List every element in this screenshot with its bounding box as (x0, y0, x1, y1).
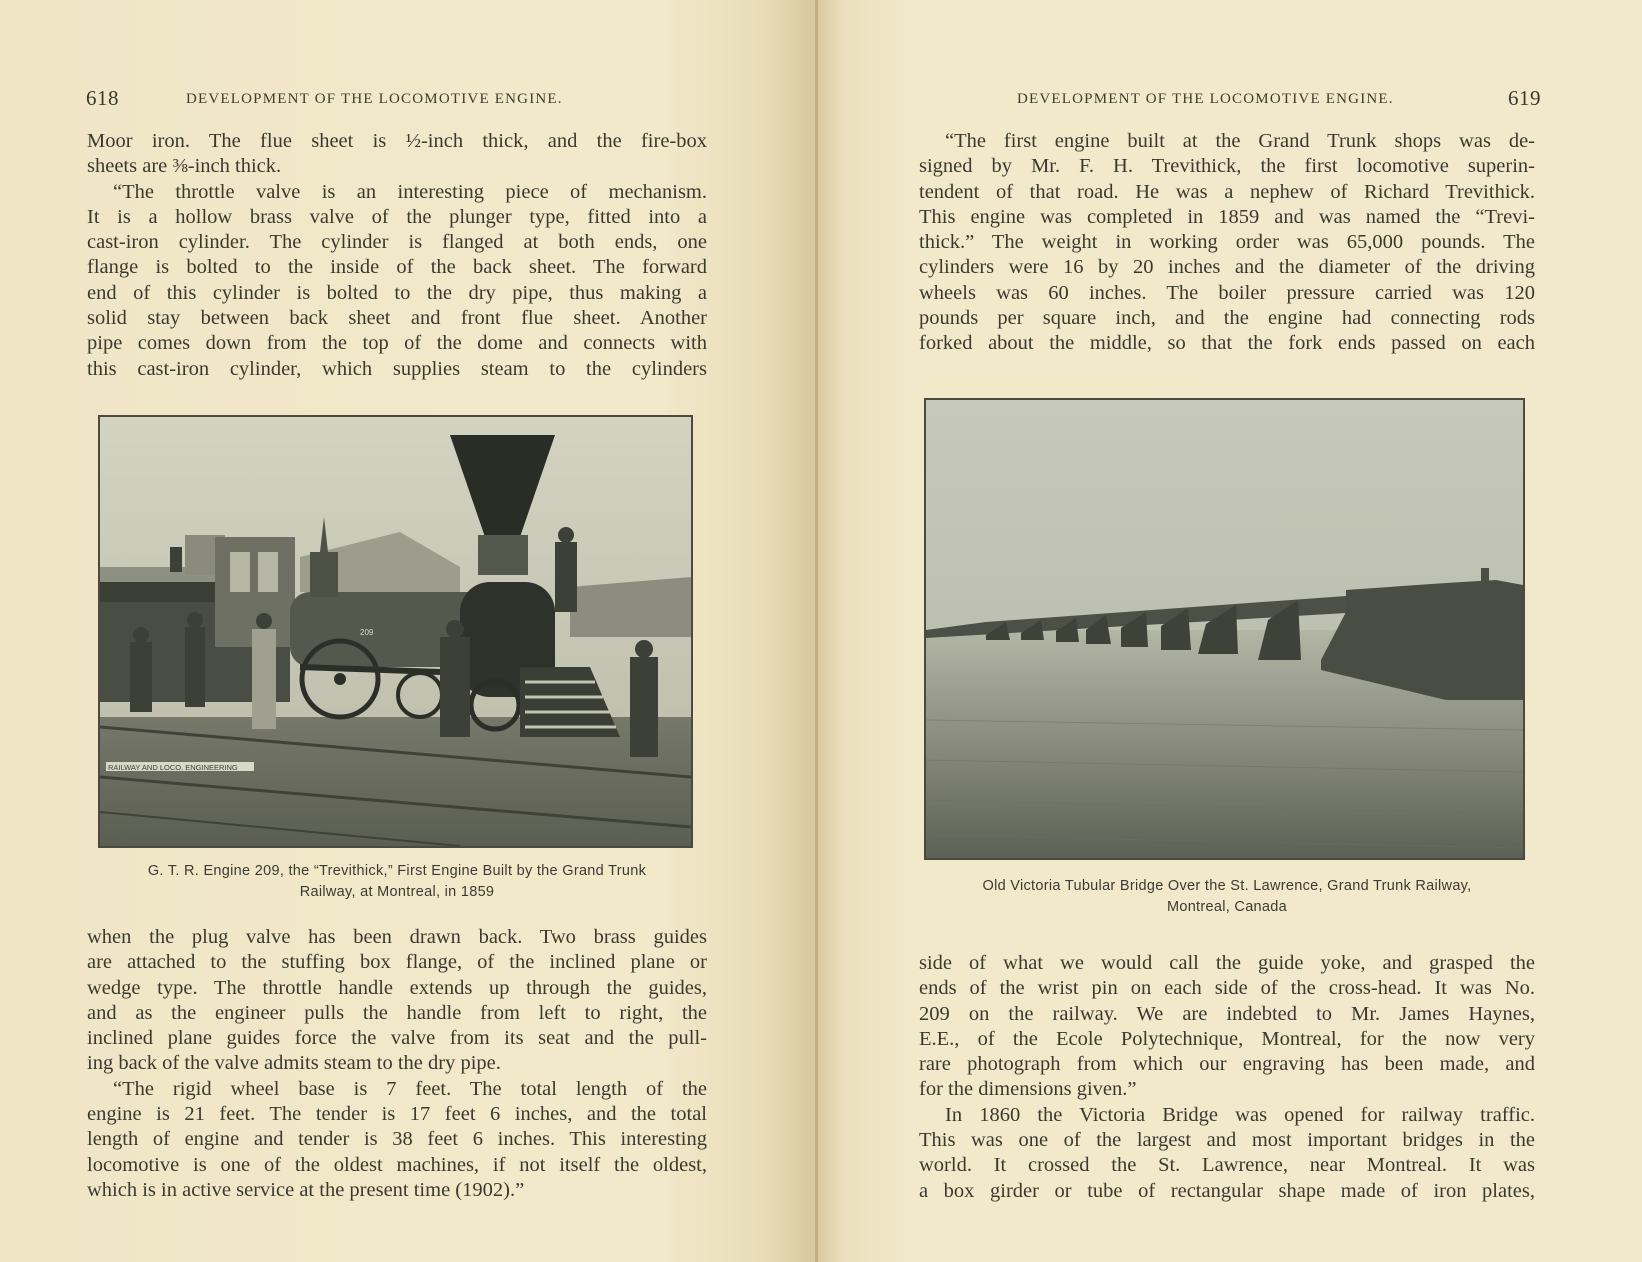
locomotive-figure (98, 415, 693, 848)
text-line: which is in active service at the present time (1902).” (87, 1178, 525, 1201)
text-line: Moor iron. The flue sheet is ½-inch thick, and the fire-box (87, 130, 707, 152)
text-line: signed by Mr. F. H. Trevithick, the first locomotive superin- (919, 155, 1535, 178)
text-line: “The first engine built at the Grand Trunk shops was de- (945, 130, 1535, 152)
text-line: pounds per square inch, and the engine had connecting rods (919, 307, 1535, 330)
text-line: tendent of that road. He was a nephew of Richard Trevithick. (919, 180, 1535, 203)
text-line: are attached to the stuffing box flange, of the inclined plane or (87, 951, 707, 974)
text-line: flange is bolted to the inside of the back sheet. The forward (87, 256, 707, 279)
text-line: sheets are ⅜-inch thick. (87, 155, 282, 178)
caption-line: G. T. R. Engine 209, the “Trevithick,” First Engine Built by the Grand Trunk (147, 863, 647, 879)
caption-line: Railway, at Montreal, in 1859 (299, 883, 495, 900)
text-line: and as the engineer pulls the handle from left to right, the (87, 1001, 707, 1024)
text-line: “The rigid wheel base is 7 feet. The total length of the (113, 1077, 707, 1100)
text-line: “The throttle valve is an interesting piece of mechanism. (113, 180, 707, 203)
text-line: wedge type. The throttle handle extends up through the guides, (87, 976, 707, 999)
text-line: inclined plane guides force the valve from its seat and the pull- (87, 1027, 707, 1050)
text-line: It is a hollow brass valve of the plunger type, fitted into a (87, 205, 707, 228)
figure-caption (87, 861, 707, 902)
credit-plate-text: RAILWAY AND LOCO. ENGINEERING (108, 763, 238, 772)
text-line: This was one of the largest and most important bridges in the (919, 1129, 1535, 1152)
caption-line: Montreal, Canada (1166, 898, 1288, 915)
text-line: solid stay between back sheet and front flue sheet. Another (87, 307, 707, 330)
text-line: rare photograph from which our engraving has been made, and (919, 1053, 1535, 1076)
text-line: In 1860 the Victoria Bridge was opened for railway traffic. (945, 1103, 1535, 1126)
text-line: thick.” The weight in working order was 65,000 pounds. The (919, 231, 1535, 254)
text-line: for the dimensions given.” (919, 1078, 1137, 1101)
figure-caption (919, 876, 1535, 917)
engine-number-plate: 209 (360, 628, 374, 637)
bridge-photograph (926, 400, 1523, 858)
body-text-top (919, 129, 1535, 357)
text-line: cylinders were 16 by 20 inches and the diameter of the driving (919, 256, 1535, 279)
text-line: 209 on the railway. We are indebted to Mr. James Haynes, (919, 1002, 1535, 1025)
text-line: forked about the middle, so that the fork ends passed on each (919, 332, 1535, 355)
text-line: end of this cylinder is bolted to the dry pipe, thus making a (87, 281, 707, 304)
text-line: E.E., of the Ecole Polytechnique, Montreal, for the now very (919, 1027, 1535, 1050)
text-line: pipe comes down from the top of the dome and connects with (87, 332, 707, 355)
text-line: a box girder or tube of rectangular shape made of iron plates, (919, 1179, 1535, 1202)
text-line: world. It crossed the St. Lawrence, near Montreal. It was (919, 1154, 1535, 1177)
running-head: DEVELOPMENT OF THE LOCOMOTIVE ENGINE. (1017, 91, 1394, 107)
running-head: DEVELOPMENT OF THE LOCOMOTIVE ENGINE. (186, 91, 563, 107)
body-text-bottom (87, 925, 707, 1203)
text-line: engine is 21 feet. The tender is 17 feet 6 inches, and the total (87, 1103, 707, 1126)
locomotive-photograph (100, 417, 691, 846)
text-line: length of engine and tender is 38 feet 6 inches. This interesting (87, 1128, 707, 1151)
body-text-top (87, 129, 707, 382)
right-page (818, 0, 1642, 1262)
text-line: cast-iron cylinder. The cylinder is flanged at both ends, one (87, 231, 707, 254)
text-line: ends of the wrist pin on each side of the cross-head. It was No. (919, 977, 1535, 1000)
text-line: locomotive is one of the oldest machines, if not itself the oldest, (87, 1153, 707, 1176)
page-number: 619 (1508, 86, 1541, 110)
page-number: 618 (86, 86, 119, 110)
left-page (0, 0, 818, 1262)
text-line: wheels was 60 inches. The boiler pressure carried was 120 (919, 281, 1535, 304)
caption-line: Old Victoria Tubular Bridge Over the St. Lawrence, Grand Trunk Railway, (982, 878, 1472, 894)
body-text-bottom (919, 951, 1535, 1204)
text-line: This engine was completed in 1859 and was named the “Trevi- (919, 205, 1535, 228)
text-line: when the plug valve has been drawn back. Two brass guides (87, 926, 707, 948)
bridge-figure (924, 398, 1525, 860)
text-line: this cast-iron cylinder, which supplies steam to the cylinders (87, 357, 707, 380)
text-line: ing back of the valve admits steam to the dry pipe. (87, 1052, 501, 1075)
text-line: side of what we would call the guide yoke, and grasped the (919, 952, 1535, 974)
